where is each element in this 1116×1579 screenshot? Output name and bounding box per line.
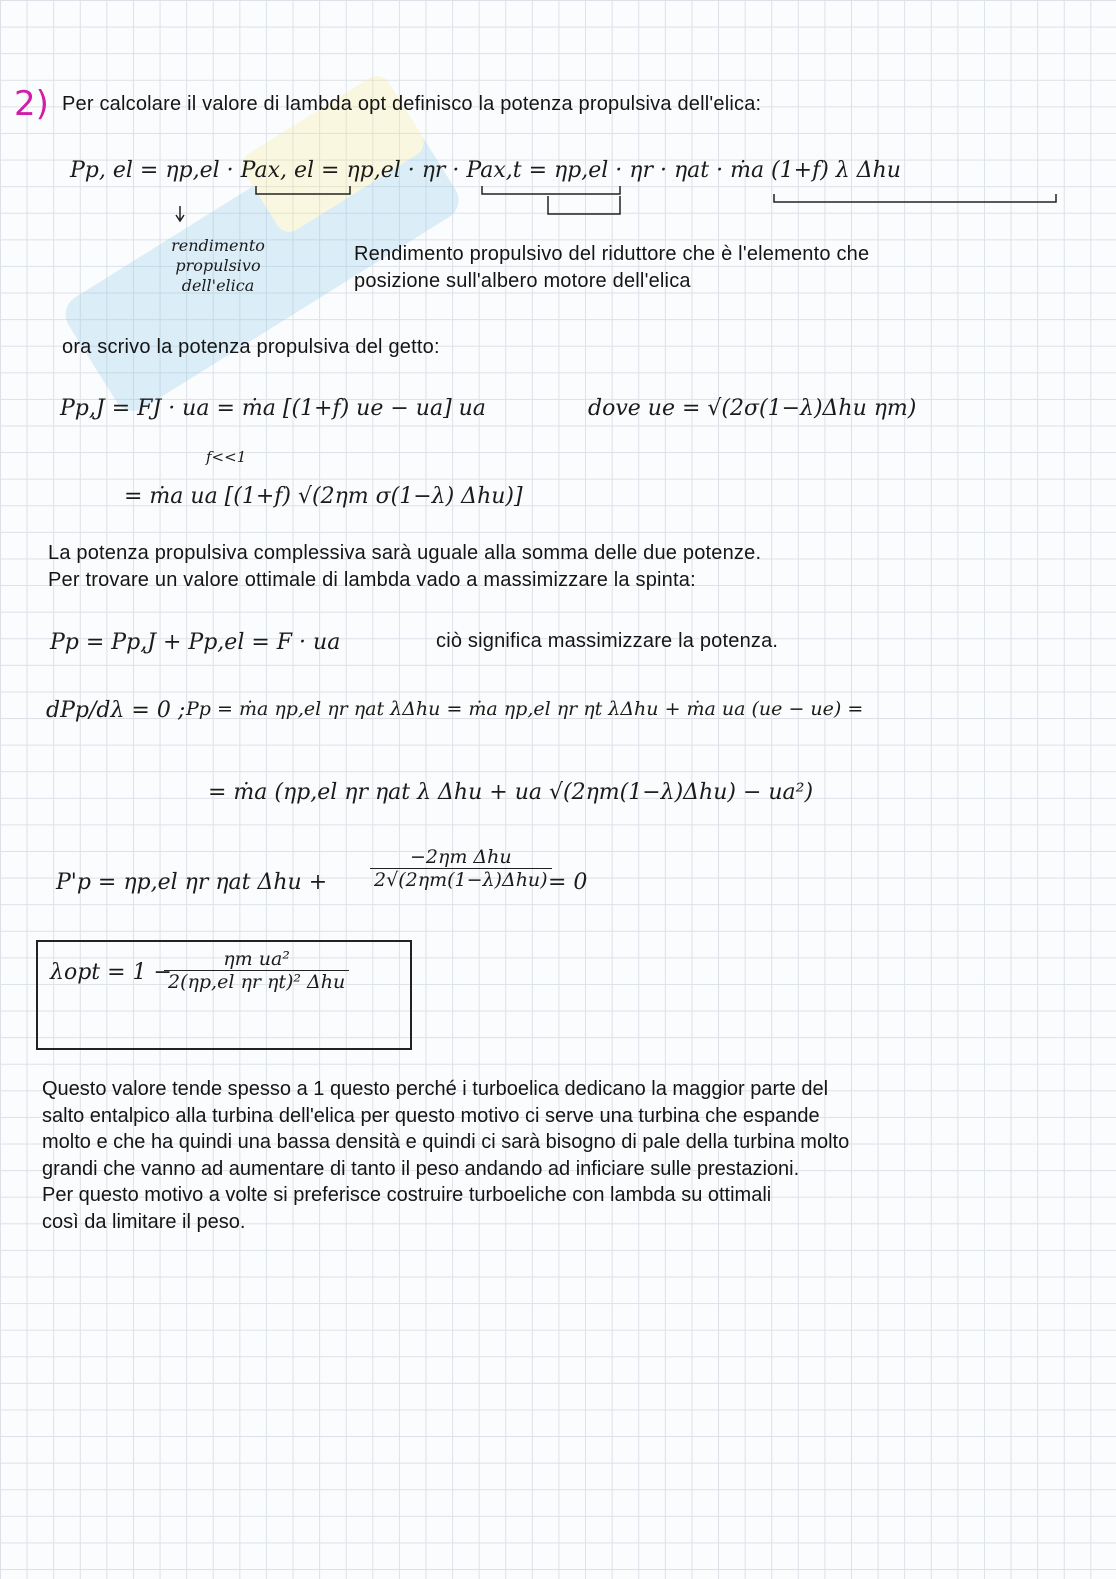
conclusion-line: grandi che vanno ad aumentare di tanto il peso andando ad inficiare sulle prestazioni.: [42, 1157, 800, 1180]
equation-power-derivative: P'p = ηp,el ηr ηat Δhu +: [56, 870, 328, 895]
section-number: 2): [14, 84, 49, 124]
equation-jet-power-expanded: = ṁa ua [(1+f) √(2ηm σ(1−λ) Δhu)]: [124, 484, 523, 509]
conclusion-line: salto entalpico alla turbina dell'elica per questo motivo ci serve una turbina che espande: [42, 1104, 820, 1127]
intro-text: Per calcolare il valore di lambda opt definisco la potenza propulsiva dell'elica:: [62, 93, 762, 115]
equation-exit-velocity: dove ue = √(2σ(1−λ)Δhu ηm): [588, 396, 917, 421]
conclusion-line: Per questo motivo a volte si preferisce costruire turboeliche con lambda su ottimali: [42, 1184, 772, 1207]
note-f-small: f<<1: [206, 448, 247, 466]
conclusion-line: Questo valore tende spesso a 1 questo perché i turboelica dedicano la maggior parte del: [42, 1078, 829, 1100]
lambda-opt-numerator: ηm ua²: [164, 948, 349, 971]
note-reducer-line2: posizione sull'albero motore dell'elica: [354, 270, 691, 292]
jet-power-text: ora scrivo la potenza propulsiva del getto:: [62, 336, 440, 358]
maximize-text: ciò significa massimizzare la potenza.: [436, 630, 779, 652]
note-reducer-line1: Rendimento propulsivo del riduttore che è l'elemento che: [354, 243, 870, 265]
total-power-text-line1: La potenza propulsiva complessiva sarà uguale alla somma delle due potenze.: [48, 542, 762, 564]
equation-power-collected: = ṁa (ηp,el ηr ηat λ Δhu + ua √(2ηm(1−λ)Δhu) − ua²): [208, 780, 814, 805]
lambda-opt-denominator: 2(ηp,el ηr ηt)² Δhu: [168, 971, 346, 993]
equation-power-expansion: Pp = ṁa ηp,el ηr ηat λΔhu = ṁa ηp,el ηr ηt λΔhu + ṁa ua (ue − ue) =: [186, 698, 864, 720]
derivative-numerator: −2ηm Δhu: [370, 846, 552, 869]
lambda-opt-lhs: λopt = 1 −: [50, 960, 172, 985]
equation-propeller-power: Pp, el = ηp,el · Pax, el = ηp,el · ηr · Pax,t = ηp,el · ηr · ηat · ṁa (1+f) λ Δhu: [70, 158, 901, 183]
conclusion-line: così da limitare il peso.: [42, 1210, 246, 1233]
equation-jet-power: Pp,J = FJ · ua = ṁa [(1+f) ue − ua] ua: [60, 396, 486, 421]
total-power-text-line2: Per trovare un valore ottimale di lambda vado a massimizzare la spinta:: [48, 569, 696, 591]
equation-equals-zero: = 0: [548, 870, 588, 895]
equation-power-sum: Pp = Pp,J + Pp,el = F · ua: [50, 630, 341, 655]
note-propeller-efficiency: rendimento propulsivo dell'elica: [171, 236, 265, 295]
conclusion-line: molto e che ha quindi una bassa densità e quindi ci sarà bisogno di pale della turbina molto: [42, 1131, 850, 1154]
equation-derivative-condition: dPp/dλ = 0 ;: [46, 698, 186, 723]
derivative-denominator: 2√(2ηm(1−λ)Δhu): [374, 869, 548, 891]
